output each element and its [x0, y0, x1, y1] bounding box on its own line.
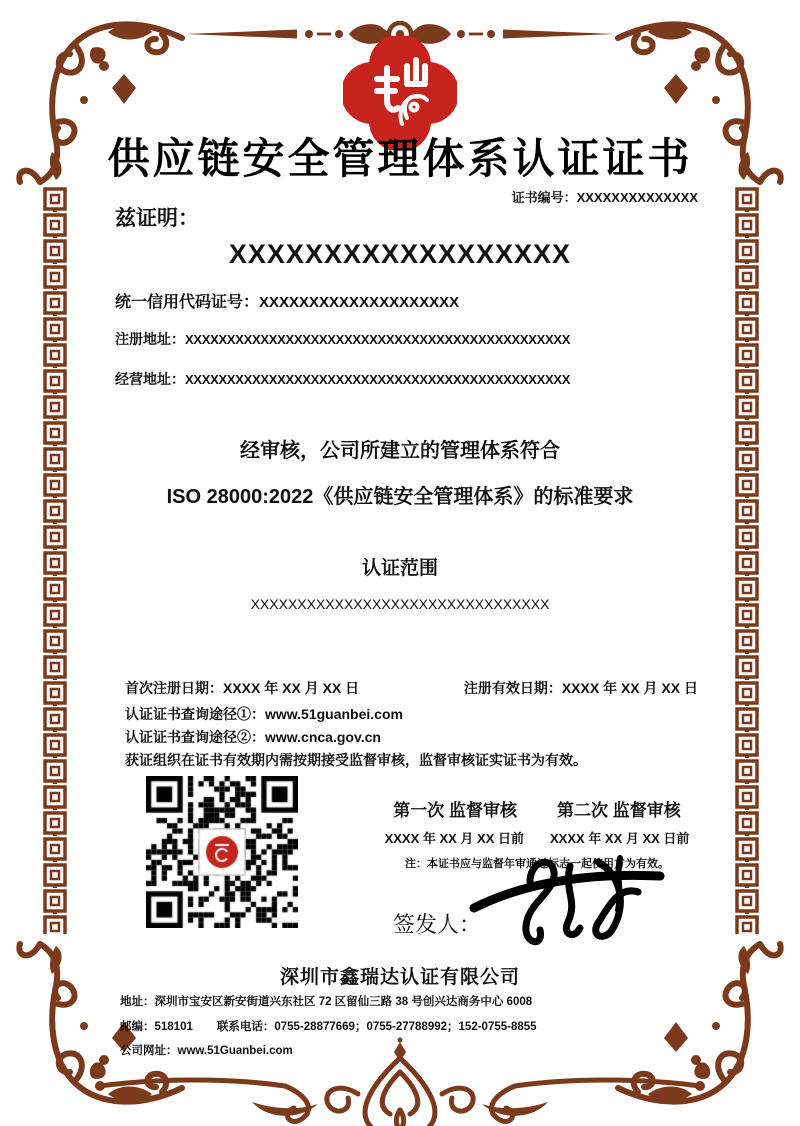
scope-title: 认证范围	[361, 558, 438, 579]
certificate-number-value: XXXXXXXXXXXXXX	[576, 190, 698, 205]
footer-postal-tel-line: 邮编：518101 联系电话：0755-28877669；0755-27788992；152-0755-8855	[120, 1020, 537, 1033]
business-address-line	[115, 369, 570, 389]
certificate-title: 供应链安全管理体系认证证书	[107, 137, 693, 183]
registered-address-label: 注册地址：	[115, 331, 185, 347]
credit-code-label: 统一信用代码证号：	[115, 294, 260, 311]
query-channel-1: 认证证书查询途径①：www.51guanbei.com	[125, 706, 403, 722]
business-address-value: XXXXXXXXXXXXXXXXXXXXXXXXXXXXXXXXXXXXXXXXXXXXXX	[185, 372, 571, 387]
credit-code-line	[115, 289, 459, 312]
issuer-company-name: 深圳市鑫瑞达认证有限公司	[279, 967, 520, 988]
second-audit-title: 第二次 监督审核	[557, 801, 681, 820]
scope-value: XXXXXXXXXXXXXXXXXXXXXXXXXXXXXXXX	[250, 596, 550, 612]
query-url-1: www.51guanbei.com	[265, 706, 403, 722]
signer-label: 签发人：	[393, 912, 482, 937]
signature-icon	[468, 846, 683, 964]
supervision-note: 获证组织在证书有效期内需按期接受监督审核，监督审核证实证书为有效。	[125, 752, 587, 768]
query-url-2: www.cnca.gov.cn	[265, 729, 381, 745]
certificate-number-label: 证书编号：	[511, 190, 577, 205]
second-audit-date: XXXX 年 XX 月 XX 日前	[550, 831, 690, 846]
footer-contact	[120, 997, 537, 1071]
attest-label: 兹证明：	[115, 207, 199, 230]
footer-address-line: 地址：深圳市宝安区新安街道兴东社区 72 区留仙三路 38 号创兴达商务中心 6008	[120, 996, 533, 1008]
audit-note: 注：本证书应与监督年审通过标志一起使用方为有效。	[405, 858, 669, 870]
certificate-number	[512, 187, 698, 206]
valid-until-date: 注册有效日期：XXXX 年 XX 月 XX 日	[463, 680, 698, 696]
query-channel-2: 认证证书查询途径②：www.cnca.gov.cn	[125, 729, 381, 745]
qr-code	[146, 776, 298, 928]
registered-address-value: XXXXXXXXXXXXXXXXXXXXXXXXXXXXXXXXXXXXXXXXXXXXXX	[185, 332, 571, 347]
business-address-label: 经营地址：	[115, 371, 185, 387]
first-registration-date: 首次注册日期：XXXX 年 XX 月 XX 日	[125, 680, 360, 696]
credit-code-value: XXXXXXXXXXXXXXXXXXXX	[259, 294, 460, 311]
registered-address-line	[115, 329, 570, 349]
conformity-statement-line2: ISO 28000:2022《供应链安全管理体系》的标准要求	[166, 486, 634, 508]
first-audit-title: 第一次 监督审核	[393, 801, 517, 820]
company-name: XXXXXXXXXXXXXXXXXX	[228, 239, 572, 269]
first-audit-date: XXXX 年 XX 月 XX 日前	[384, 831, 524, 846]
footer-website-url: www.51Guanbei.com	[177, 1045, 293, 1057]
footer-website-line: 公司网址：www.51Guanbei.com	[120, 1045, 293, 1057]
registration-dates-row	[125, 678, 698, 698]
conformity-statement-line1: 经审核，公司所建立的管理体系符合	[240, 440, 560, 462]
